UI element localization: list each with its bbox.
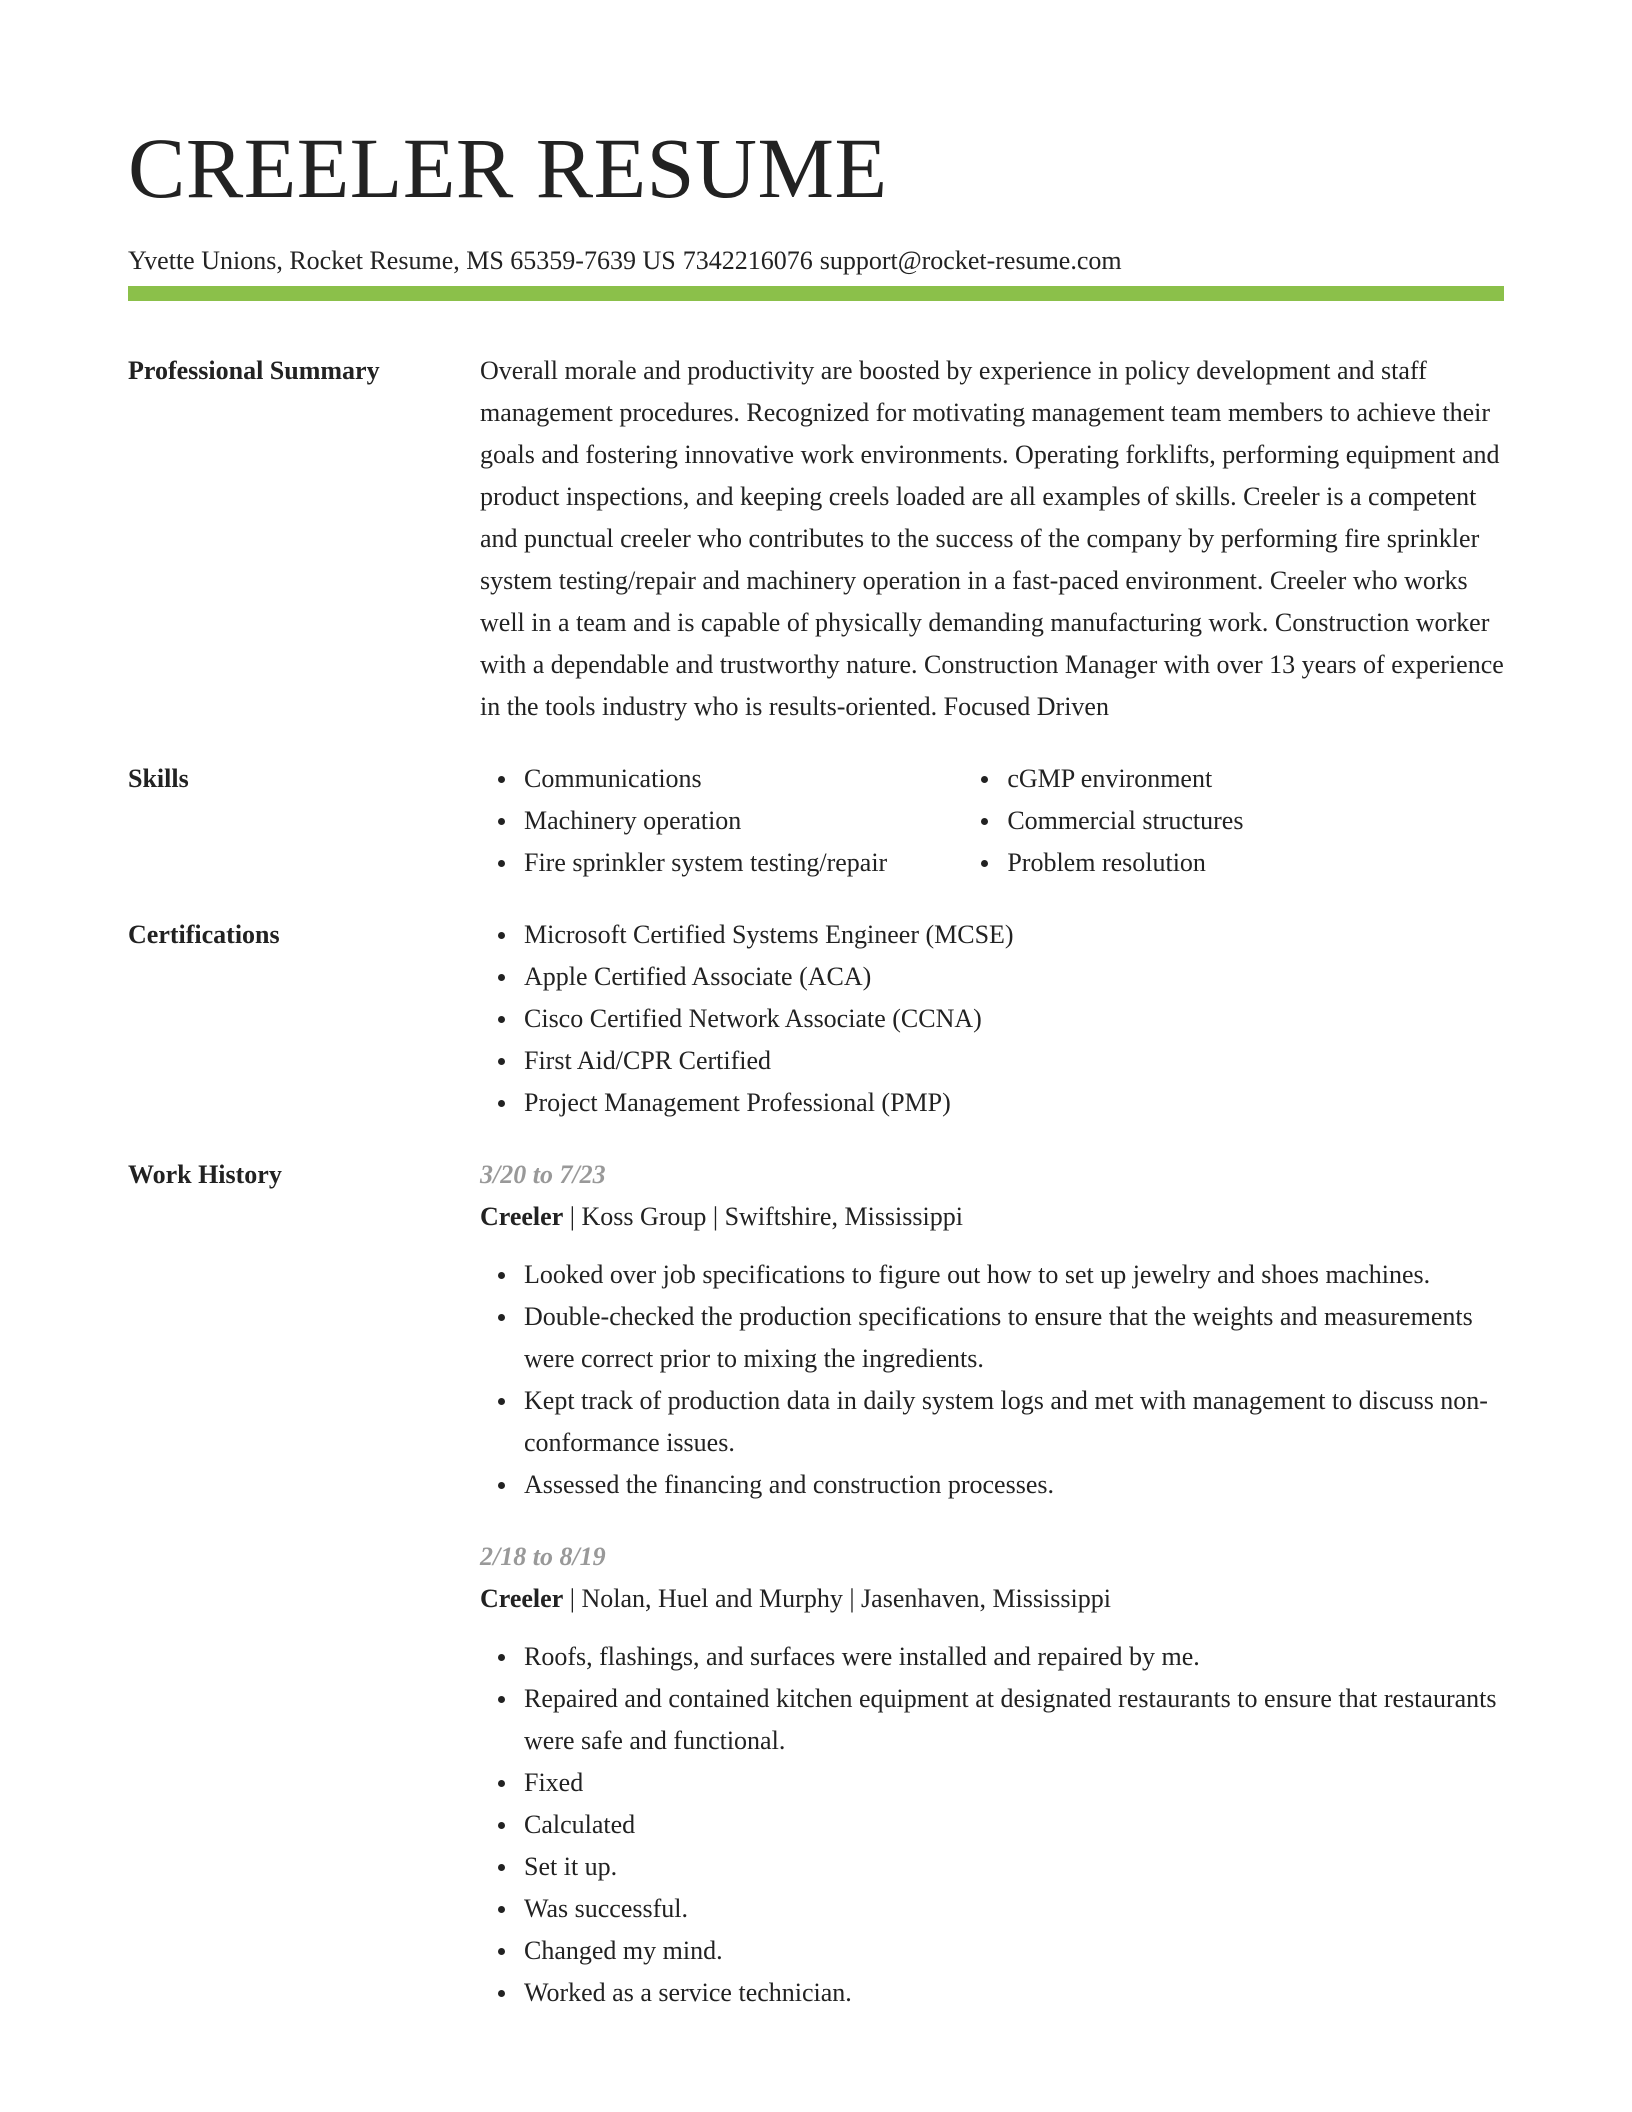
list-item: Cisco Certified Network Associate (CCNA) — [524, 998, 1504, 1040]
section-work-history — [128, 1154, 1504, 2044]
list-item: Communications — [524, 758, 963, 800]
list-item: Changed my mind. — [524, 1930, 1504, 1972]
section-body — [480, 1154, 1504, 2044]
section-label: Certifications — [128, 920, 280, 949]
job-dates: 3/20 to 7/23 — [480, 1160, 606, 1189]
job-dates: 2/18 to 8/19 — [480, 1542, 606, 1571]
job-title: Creeler — [480, 1584, 564, 1613]
list-item: Project Management Professional (PMP) — [524, 1082, 1504, 1124]
section-label: Professional Summary — [128, 356, 380, 385]
section-body — [480, 914, 1504, 1124]
job-employer: | Nolan, Huel and Murphy | Jasenhaven, Mississippi — [563, 1584, 1111, 1613]
job-entry — [480, 1154, 1504, 1506]
resume-header — [128, 118, 1504, 278]
list-item: Double-checked the production specifications to ensure that the weights and measurements were correct prior to mixing the ingredients. — [524, 1296, 1504, 1380]
job-title: Creeler — [480, 1202, 564, 1231]
list-item: Calculated — [524, 1804, 1504, 1846]
list-item: Apple Certified Associate (ACA) — [524, 956, 1504, 998]
list-item: Assessed the financing and construction processes. — [524, 1464, 1504, 1506]
section-professional-summary — [128, 350, 1504, 728]
list-item: Worked as a service technician. — [524, 1972, 1504, 2014]
list-item: Looked over job specifications to figure out how to set up jewelry and shoes machines. — [524, 1254, 1504, 1296]
list-item: Machinery operation — [524, 800, 963, 842]
contact-email: support@rocket-resume.com — [819, 246, 1122, 275]
section-skills — [128, 758, 1504, 884]
job-title-line — [480, 1578, 1504, 1620]
skills-column-1 — [480, 758, 963, 884]
list-item: Problem resolution — [1007, 842, 1504, 884]
list-item: Microsoft Certified Systems Engineer (MCSE) — [524, 914, 1504, 956]
list-item: Roofs, flashings, and surfaces were installed and repaired by me. — [524, 1636, 1504, 1678]
accent-divider — [128, 286, 1504, 301]
summary-text: Overall morale and productivity are boosted by experience in policy development and staff management procedures. Recognized for motivating management team members to achieve their goals and fostering innovative work environments. Operating forklifts, performing equipment and product inspections, and keeping creels loaded are all examples of skills. Creeler is a competent and punctual creeler who contributes to the success of the company by performing fire sprinkler system testing/repair and machinery operation in a fast-paced environment. Creeler who works well in a team and is capable of physically demanding manufacturing work. Construction worker with a dependable and trustworthy nature. Construction Manager with over 13 years of experience in the tools industry who is results-oriented. Focused Driven — [480, 356, 1504, 721]
list-item: cGMP environment — [1007, 758, 1504, 800]
list-item: First Aid/CPR Certified — [524, 1040, 1504, 1082]
resume-sections — [128, 350, 1504, 2074]
contact-line — [128, 244, 1504, 278]
contact-phone: 7342216076 — [682, 246, 813, 275]
skills-grid — [480, 758, 1504, 884]
list-item: Set it up. — [524, 1846, 1504, 1888]
list-item: Repaired and contained kitchen equipment at designated restaurants to ensure that restaurants were safe and functional. — [524, 1678, 1504, 1762]
list-item: Was successful. — [524, 1888, 1504, 1930]
job-title-line — [480, 1196, 1504, 1238]
section-certifications — [128, 914, 1504, 1124]
list-item: Fixed — [524, 1762, 1504, 1804]
job-employer: | Koss Group | Swiftshire, Mississippi — [563, 1202, 963, 1231]
job-bullets — [480, 1636, 1504, 2014]
resume-title: CREELER RESUME — [128, 120, 888, 216]
list-item: Commercial structures — [1007, 800, 1504, 842]
job-entry — [480, 1536, 1504, 2014]
job-bullets — [480, 1254, 1504, 1506]
section-label: Work History — [128, 1160, 282, 1189]
skills-column-2 — [963, 758, 1504, 884]
list-item: Kept track of production data in daily system logs and met with management to discuss non-conformance issues. — [524, 1380, 1504, 1464]
section-label: Skills — [128, 764, 189, 793]
contact-address: Yvette Unions, Rocket Resume, MS 65359-7639 US — [128, 246, 676, 275]
section-body — [480, 350, 1504, 728]
certifications-list — [480, 914, 1504, 1124]
list-item: Fire sprinkler system testing/repair — [524, 842, 963, 884]
